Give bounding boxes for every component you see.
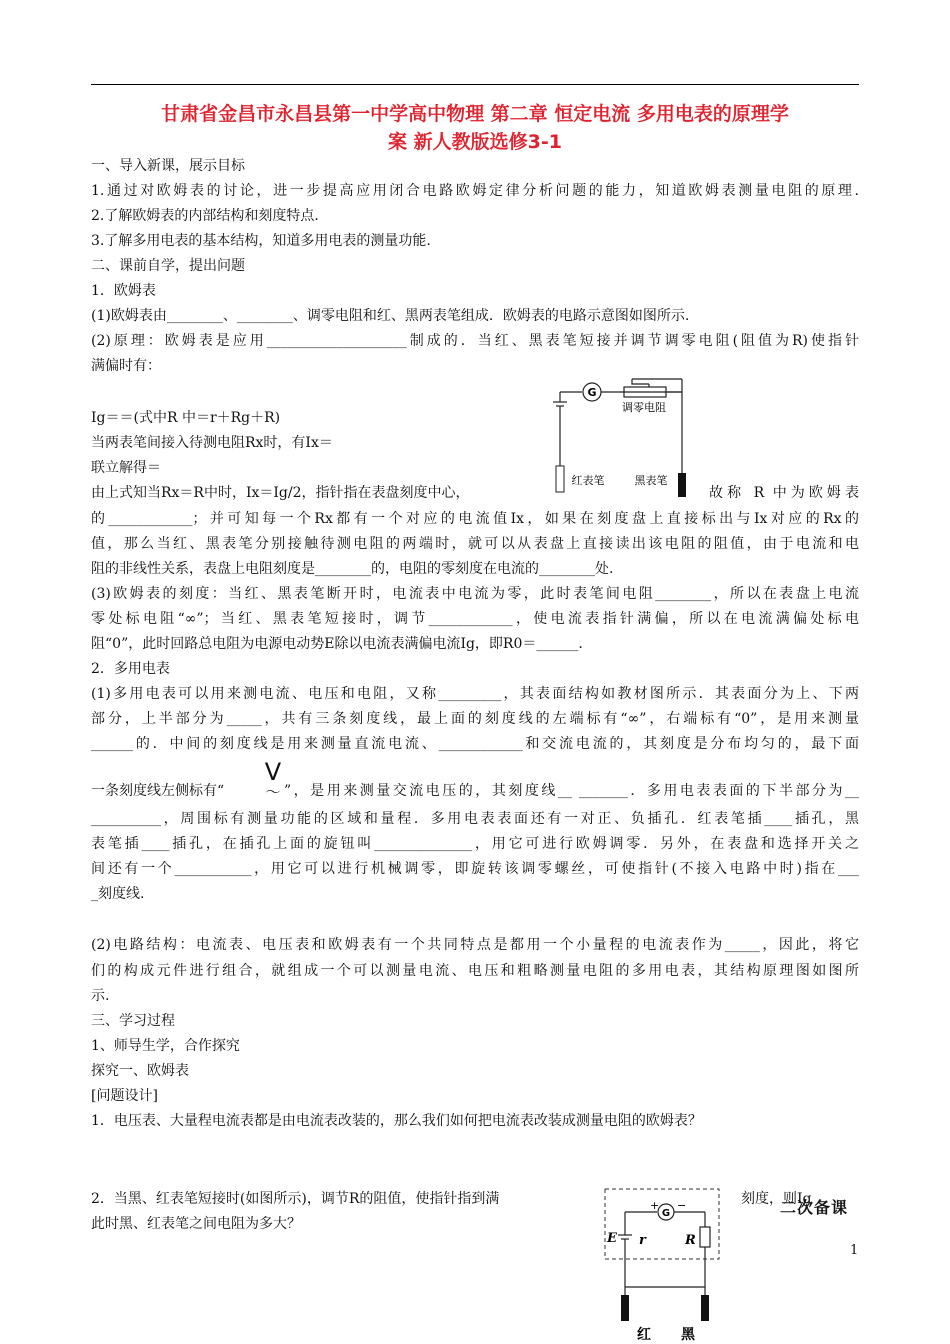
- formula-line: 当两表笔间接入待测电阻Rx时，有Ix＝: [91, 435, 333, 451]
- galvanometer-label: G: [661, 1208, 671, 1219]
- paragraph-line: 间还有一个___________，用它可以进行机械调零，即旋转该调零螺丝，可使指针(不接入电路中时)指在___: [91, 861, 859, 877]
- goal-1: 1.通过对欧姆表的讨论，进一步提高应用闭合电路欧姆定律分析问题的能力，知道欧姆表测量电阻的原理.: [91, 183, 859, 199]
- ohmmeter-circuit-figure: [548, 378, 708, 500]
- black-label: 黑: [681, 1327, 695, 1342]
- subheading-multimeter: 2．多用电表: [91, 661, 170, 677]
- section-heading-3: 三、学习过程: [91, 1013, 175, 1029]
- paragraph-line: 值，那么当红、黑表笔分别接触待测电阻的两端时，就可以从表盘上直接读出该电阻的阻值，由于电流和电: [91, 536, 859, 552]
- red-probe-label: 红表笔: [571, 474, 605, 487]
- formula-line: Ig＝＝(式中R 中＝r＋Rg＋R): [91, 410, 281, 426]
- title-line-2: 案 新人教版选修3-1: [388, 131, 562, 153]
- paragraph-line: (2)电路结构：电流表、电压表和欧姆表有一个共同特点是都用一个小量程的电流表作为_____，因此，将它: [91, 937, 859, 953]
- revision-stamp: 二次备课: [780, 1198, 849, 1217]
- page-number: 1: [850, 1243, 859, 1258]
- red-probe: [621, 1295, 629, 1321]
- paragraph-line: 们的构成元件进行组合，就组成一个可以测量电流、电压和粗略测量电阻的多用电表，其结构原理图如图所: [91, 963, 859, 979]
- paragraph-line: 阻“0”，此时回路总电阻为电源电动势E除以电流表满偏电流Ig，即R0＝______.: [91, 636, 583, 652]
- paragraph-line-right: ”，是用来测量交流电压的，其刻度线__ _______．多用电表表面的下半部分为__: [284, 783, 859, 799]
- red-label: 红: [637, 1327, 651, 1342]
- question-2-right: 刻度，则Ig: [741, 1191, 812, 1207]
- goal-2: 2.了解欧姆表的内部结构和刻度特点.: [91, 208, 319, 224]
- zero-resistor-label: 调零电阻: [622, 401, 666, 414]
- galvanometer-label: G: [587, 386, 597, 399]
- red-probe: [556, 466, 564, 492]
- paragraph-line: 部分，上半部分为_____，共有三条刻度线，最上面的刻度线的左端标有“∞”，右端标有“0”，是用来测量: [91, 711, 859, 727]
- subheading: 探究一、欧姆表: [91, 1063, 189, 1079]
- paragraph-line: 阻的非线性关系，表盘上电阻刻度是________的，电阻的零刻度在电流的________处.: [91, 561, 614, 577]
- paragraph-line-right: 故称 R 中为欧姆表: [709, 485, 859, 501]
- section-heading-1: 一、导入新课，展示目标: [91, 158, 245, 174]
- goal-3: 3.了解多用电表的基本结构，知道多用电表的测量功能.: [91, 233, 431, 249]
- paragraph-line: (1)欧姆表由________、________、调零电阻和红、黑两表笔组成．欧姆表的电路示意图如图所示.: [91, 308, 690, 324]
- black-probe: [678, 473, 686, 497]
- tilde-mark: ～: [265, 783, 281, 801]
- question-2-cont: 此时黑、红表笔之间电阻为多大？: [91, 1216, 301, 1232]
- subheading-ohmmeter: 1．欧姆表: [91, 283, 156, 299]
- top-rule: [91, 84, 859, 85]
- black-probe-label: 黑表笔: [634, 474, 668, 487]
- paragraph-line: _刻度线.: [91, 886, 145, 902]
- paragraph-line: ______的．中间的刻度线是用来测量直流电流、____________和交流电流的，其刻度是分布均匀的，最下面: [91, 736, 859, 752]
- paragraph-line: (2)原理：欧姆表是应用____________________制成的．当红、黑表笔短接并调节调零电阻(阻值为R)使指针: [91, 333, 859, 349]
- probe-short-circuit-figure: [597, 1187, 727, 1342]
- plus-sign: +: [650, 1199, 660, 1212]
- section-heading-2: 二、课前自学，提出问题: [91, 258, 245, 274]
- internal-resistance-label: r: [639, 1233, 646, 1248]
- paragraph-line: 示.: [91, 988, 110, 1004]
- volt-letter: V: [264, 758, 282, 786]
- paragraph-line: 零处标电阻“∞”；当红、黑表笔短接时，调节____________，使电流表指针满偏，所以在电流满偏处标电: [91, 611, 859, 627]
- question-2: 2．当黑、红表笔短接时(如图所示)，调节R的阻值，使指针指到满: [91, 1191, 500, 1207]
- subheading: [问题设计]: [91, 1088, 158, 1104]
- paragraph-line: 的____________；并可知每一个Rx都有一个对应的电流值Ix，如果在刻度盘上直接标出与Ix对应的Rx的: [91, 511, 859, 527]
- paragraph-line: __________，周围标有测量功能的区域和量程．多用电表表面还有一对正、负插孔．红表笔插____插孔，黑: [91, 811, 859, 827]
- page-title: [91, 100, 859, 156]
- subheading: 1、师导生学，合作探究: [91, 1038, 240, 1054]
- paragraph-line: 满偏时有：: [91, 358, 161, 374]
- emf-label: E: [607, 1231, 617, 1246]
- resistor-label: R: [685, 1233, 696, 1248]
- paragraph-line: (1)多用电表可以用来测电流、电压和电阻，又称_________，其表面结构如教材图所示．其表面分为上、下两: [91, 686, 859, 702]
- paragraph-line: 一条刻度线左侧标有“: [91, 783, 225, 799]
- question-1: 1．电压表、大量程电流表都是由电流表改装的，那么我们如何把电流表改装成测量电阻的欧姆表？: [91, 1113, 702, 1129]
- black-probe: [701, 1295, 709, 1321]
- title-line-1: 甘肃省金昌市永昌县第一中学高中物理 第二章 恒定电流 多用电表的原理学: [161, 103, 789, 125]
- paragraph-line: (3)欧姆表的刻度：当红、黑表笔断开时，电流表中电流为零，此时表笔间电阻________，所以在表盘上电流: [91, 586, 859, 602]
- paragraph-line: 由上式知当Rx＝R中时，Ix＝Ig/2，指针指在表盘刻度中心，: [91, 485, 470, 501]
- paragraph-line: 表笔插____插孔，在插孔上面的旋钮叫______________，用它可进行欧姆调零．另外，在表盘和选择开关之: [91, 836, 859, 852]
- minus-sign: −: [677, 1199, 687, 1212]
- formula-line: 联立解得＝: [91, 460, 161, 476]
